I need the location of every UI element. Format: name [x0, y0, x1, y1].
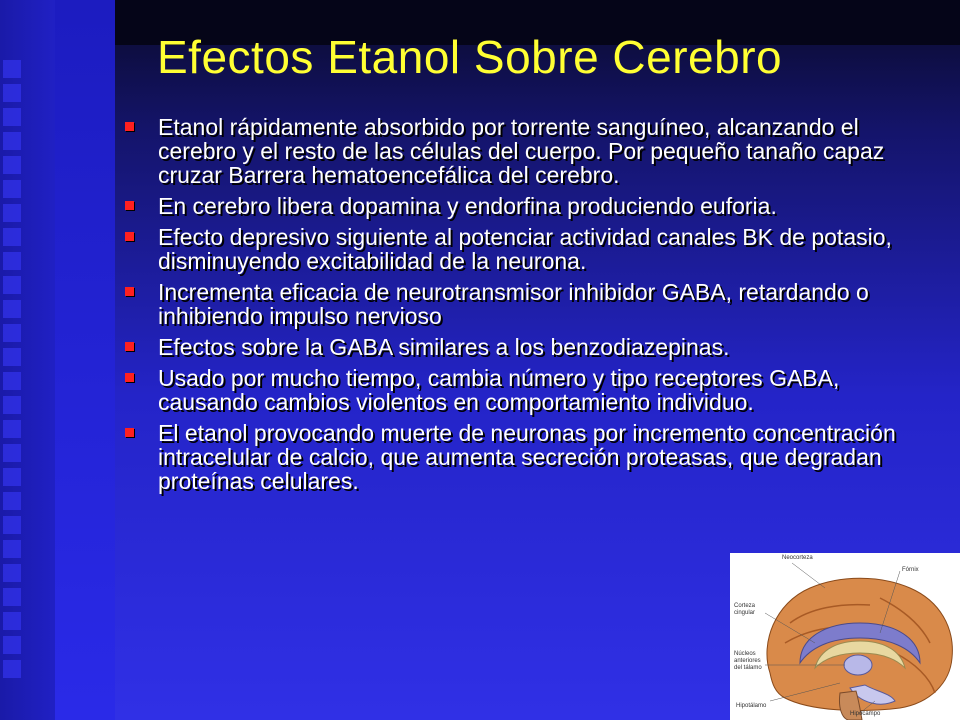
- label-corteza-cingular: Corteza cingular: [734, 603, 756, 616]
- label-nucleos-talamo: Núcleos anteriores del tálamo: [734, 651, 762, 671]
- label-fornix: Fórnix: [902, 567, 919, 573]
- bullet-marker: [125, 232, 134, 241]
- brain-drawing: [730, 553, 960, 720]
- brain-illustration: [730, 553, 960, 720]
- bullet-text: El etanol provocando muerte de neuronas por incremento concentración intracelular de calcio, que aumenta secreción proteasas, que degradan proteínas celulares.: [158, 420, 896, 494]
- bullet-text: Incrementa eficacia de neurotransmisor inhibidor GABA, retardando o inhibiendo impulso nervioso: [158, 279, 869, 329]
- bullet-list: [122, 115, 922, 500]
- bullet-item: [122, 225, 922, 273]
- bullet-item: [122, 280, 922, 328]
- bullet-item: [122, 366, 922, 414]
- bullet-text: Efectos sobre la GABA similares a los benzodiazepinas.: [158, 334, 730, 360]
- bullet-text: En cerebro libera dopamina y endorfina produciendo euforia.: [158, 193, 777, 219]
- bullet-text: Etanol rápidamente absorbido por torrente sanguíneo, alcanzando el cerebro y el resto de las células del cuerpo. Por pequeño tanaño capaz cruzar Barrera hematoencefálica del cerebro.: [158, 114, 885, 188]
- bullet-marker: [125, 201, 134, 210]
- bullet-item: [122, 194, 922, 218]
- slide-title: Efectos Etanol Sobre Cerebro: [157, 31, 783, 83]
- decorative-squares: [3, 60, 25, 684]
- bullet-item: [122, 115, 922, 187]
- bullet-marker: [125, 287, 134, 296]
- bullet-marker: [125, 122, 134, 131]
- bullet-marker: [125, 428, 134, 437]
- label-hipotalamo: Hipotálamo: [736, 703, 767, 709]
- label-neocorteza: Neocorteza: [782, 555, 813, 561]
- bullet-text: Efecto depresivo siguiente al potenciar actividad canales BK de potasio, disminuyendo excitabilidad de la neurona.: [158, 224, 892, 274]
- bullet-marker: [125, 373, 134, 382]
- bullet-text: Usado por mucho tiempo, cambia número y tipo receptores GABA, causando cambios violentos en comportamiento individuo.: [158, 365, 840, 415]
- label-hipocampo: Hipocampo: [850, 711, 881, 717]
- bullet-item: [122, 421, 922, 493]
- bullet-item: [122, 335, 922, 359]
- bullet-marker: [125, 342, 134, 351]
